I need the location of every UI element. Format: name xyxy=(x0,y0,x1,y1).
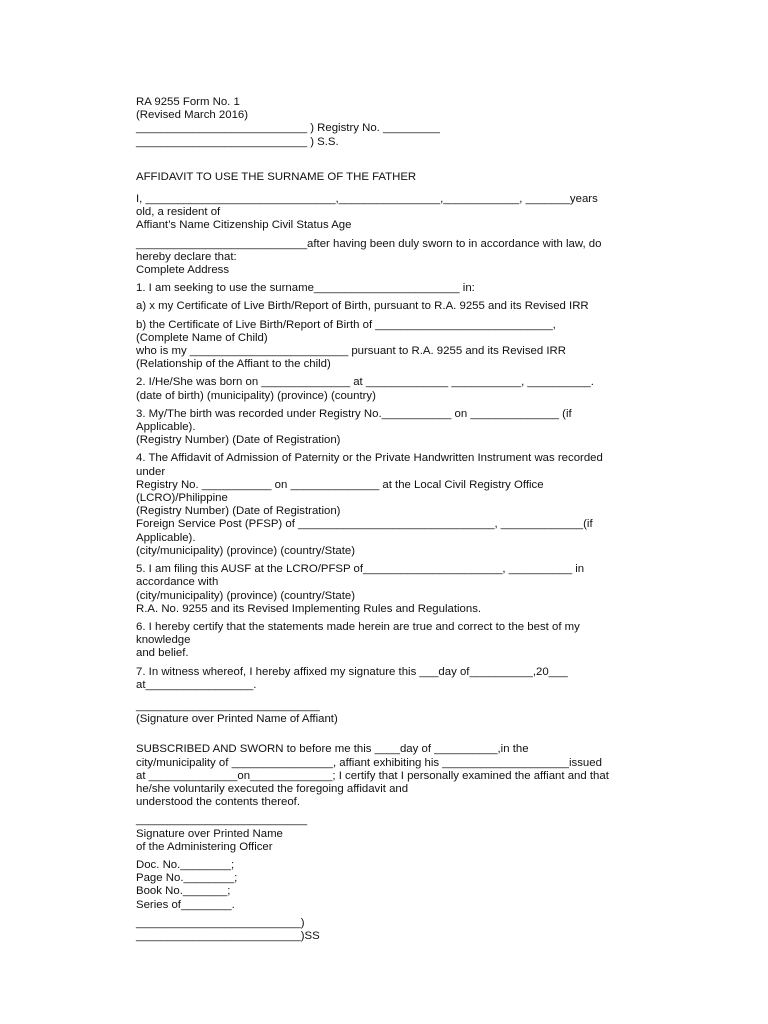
doc-number: Doc. No.________; xyxy=(136,858,235,871)
ss-line: ___________________________ ) S.S. xyxy=(136,135,339,148)
relationship-caption: (Relationship of the Affiant to the child) xyxy=(136,358,331,371)
form-number: RA 9255 Form No. 1 xyxy=(136,96,240,108)
item-4-registry-caption: (Registry Number) (Date of Registration) xyxy=(136,505,341,518)
affiant-details-line: I, ______________________________,________________,____________, _______years xyxy=(136,193,598,206)
item-2-birth: 2. I/He/She was born on ______________ at _____________ ___________, __________. xyxy=(136,376,594,389)
sworn-declaration-line: ___________________________after having been duly sworn to in accordance with law, do xyxy=(136,237,602,250)
child-name-caption: (Complete Name of Child) xyxy=(136,331,268,344)
item-1b-child-certificate: b) the Certificate of Live Birth/Report of Birth of ____________________________, xyxy=(136,318,556,331)
series-of: Series of________. xyxy=(136,898,235,911)
item-7-place: at_________________. xyxy=(136,678,257,691)
item-7-witness: 7. In witness whereof, I hereby affixed my signature this ___day of__________,20___ xyxy=(136,665,568,678)
item-6-belief: and belief. xyxy=(136,647,189,660)
jurat-line-2: city/municipality of ________________, affiant exhibiting his ____________________issued xyxy=(136,756,602,769)
item-1a-own-certificate: a) x my Certificate of Live Birth/Report of Birth, pursuant to R.A. 9255 and its Revised IRR xyxy=(136,300,589,313)
affiant-residence-line: old, a resident of xyxy=(136,206,221,219)
page-number: Page No.________; xyxy=(136,872,238,885)
item-6-certification: 6. I hereby certify that the statements made herein are true and correct to the best of my xyxy=(136,620,580,633)
officer-title-caption: of the Administering Officer xyxy=(136,840,273,853)
affiant-signature-line: _____________________________ xyxy=(136,699,320,712)
item-4-foreign-post-line: Foreign Service Post (PFSP) of _______________________________, _____________(if xyxy=(136,518,593,531)
officer-signature-caption: Signature over Printed Name xyxy=(136,827,283,840)
item-4-under: under xyxy=(136,465,166,478)
affiant-details-caption: Affiant’s Name Citizenship Civil Status Age xyxy=(136,219,352,232)
item-4-applicable: Applicable). xyxy=(136,531,196,544)
jurat-line-4: he/she voluntarily executed the foregoing affidavit and xyxy=(136,782,409,795)
affiant-signature-caption: (Signature over Printed Name of Affiant) xyxy=(136,713,338,726)
item-4-registry-line: Registry No. ___________ on ______________ at the Local Civil Registry Office xyxy=(136,478,544,491)
registry-caption: (Registry Number) (Date of Registration) xyxy=(136,434,341,447)
item-3-applicable: Applicable). xyxy=(136,421,196,434)
bottom-venue-line-2: __________________________)SS xyxy=(136,929,320,942)
item-5-rules: R.A. No. 9255 and its Revised Implementing Rules and Regulations. xyxy=(136,602,482,615)
item-4-lcro: (LCRO)/Philippine xyxy=(136,492,228,505)
birth-caption: (date of birth) (municipality) (province) (country) xyxy=(136,389,376,402)
item-5-filing: 5. I am filing this AUSF at the LCRO/PFSP of______________________, __________ in xyxy=(136,563,585,576)
jurat-line-5: understood the contents thereof. xyxy=(136,796,301,809)
item-6-knowledge: knowledge xyxy=(136,634,191,647)
item-4-place-caption: (city/municipality) (province) (country/State) xyxy=(136,544,356,557)
affidavit-form xyxy=(136,96,696,943)
address-caption: Complete Address xyxy=(136,264,230,277)
jurat-line-3: at ______________on_____________; I certify that I personally examined the affiant and that xyxy=(136,769,609,782)
item-4-paternity: 4. The Affidavit of Admission of Paternity or the Private Handwritten Instrument was recorded xyxy=(136,452,603,465)
declaration-continuation: hereby declare that: xyxy=(136,250,237,263)
item-1-surname: 1. I am seeking to use the surname_______________________ in: xyxy=(136,282,475,295)
officer-signature-line: ___________________________ xyxy=(136,814,308,827)
affidavit-title: AFFIDAVIT TO USE THE SURNAME OF THE FATHER xyxy=(136,170,417,183)
revision-date: (Revised March 2016) xyxy=(136,109,249,122)
item-3-registry: 3. My/The birth was recorded under Registry No.___________ on ______________ (if xyxy=(136,407,572,420)
book-number: Book No._______; xyxy=(136,885,231,898)
relationship-line: who is my _________________________ pursuant to R.A. 9255 and its Revised IRR xyxy=(136,345,566,358)
item-5-place-caption: (city/municipality) (province) (country/State) xyxy=(136,589,356,602)
bottom-venue-line-1: __________________________) xyxy=(136,916,305,929)
registry-number-line: ___________________________ ) Registry No. _________ xyxy=(136,122,441,135)
jurat-line-1: SUBSCRIBED AND SWORN to before me this ____day of __________,in the xyxy=(136,743,529,756)
item-5-accordance: accordance with xyxy=(136,576,219,589)
